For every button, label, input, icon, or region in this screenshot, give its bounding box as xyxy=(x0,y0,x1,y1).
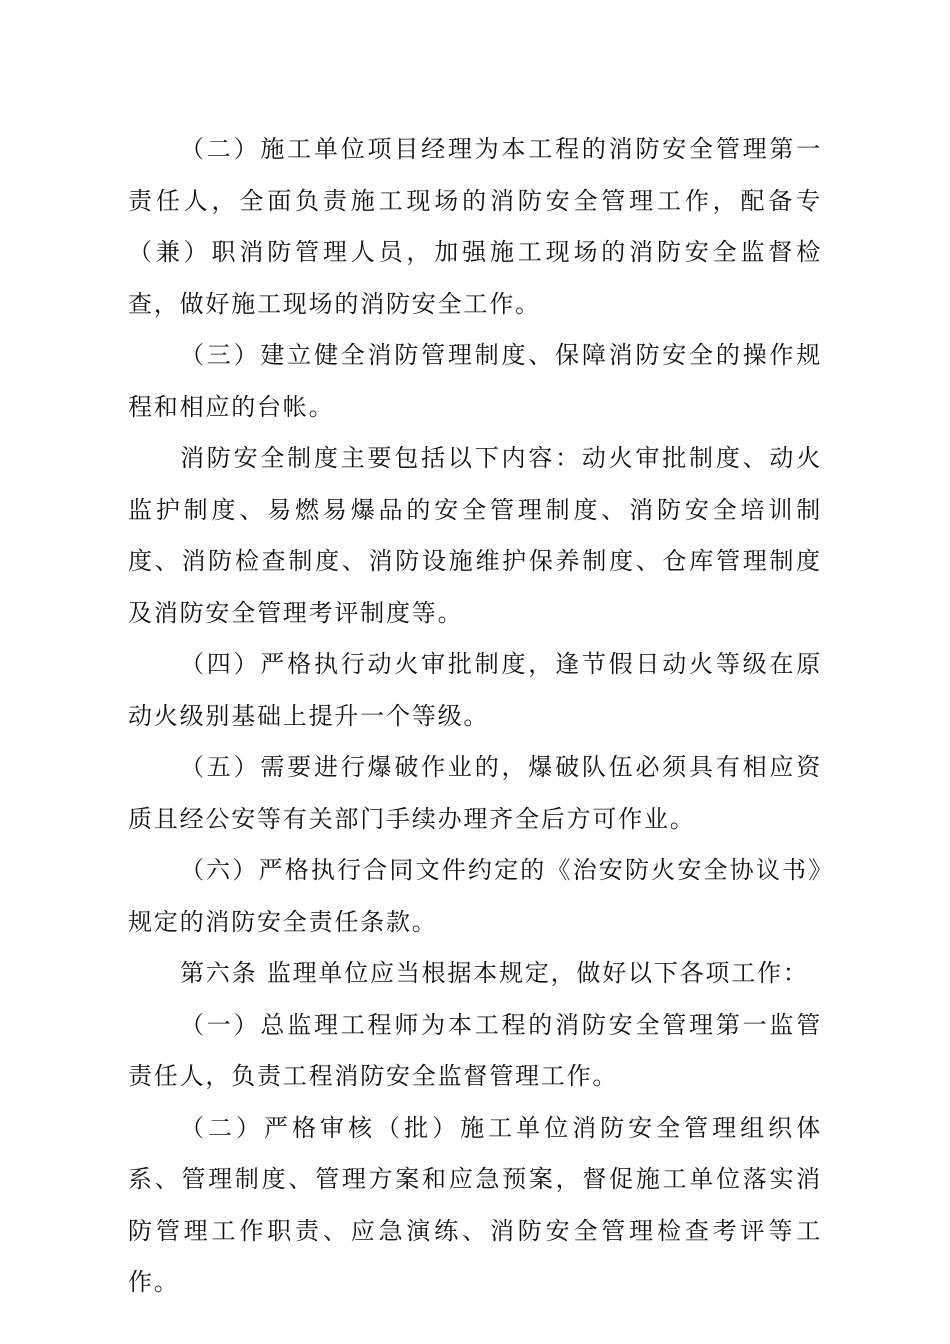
article-six-heading: 第六条 监理单位应当根据本规定，做好以下各项工作： xyxy=(180,959,809,987)
paragraph-hot-work-approval: （四）严格执行动火审批制度，逢节假日动火等级在原动火级别基础上提升一个等级。 xyxy=(128,650,822,730)
paragraph-chief-supervisor: （一）总监理工程师为本工程的消防安全管理第一监管责任人，负责工程消防安全监督管理工作。 xyxy=(128,1010,822,1090)
paragraph-management-system: （三）建立健全消防管理制度、保障消防安全的操作规程和相应的台帐。 xyxy=(128,341,822,421)
paragraph-contract-agreement: （六）严格执行合同文件约定的《治安防火安全协议书》规定的消防安全责任条款。 xyxy=(128,856,822,936)
paragraph-contractor-manager: （二）施工单位项目经理为本工程的消防安全管理第一责任人，全面负责施工现场的消防安全管理工作，配备专（兼）职消防管理人员，加强施工现场的消防安全监督检查，做好施工现场的消防安全工作。 xyxy=(128,135,822,318)
document-body xyxy=(128,124,822,1309)
paragraph-blasting-work: （五）需要进行爆破作业的，爆破队伍必须具有相应资质且经公安等有关部门手续办理齐全后方可作业。 xyxy=(128,753,822,833)
paragraph-review-approval: （二）严格审核（批）施工单位消防安全管理组织体系、管理制度、管理方案和应急预案，督促施工单位落实消防管理工作职责、应急演练、消防安全管理检查考评等工作。 xyxy=(128,1113,822,1296)
paragraph-safety-rules-content: 消防安全制度主要包括以下内容：动火审批制度、动火监护制度、易燃易爆品的安全管理制度、消防安全培训制度、消防检查制度、消防设施维护保养制度、仓库管理制度及消防安全管理考评制度等。 xyxy=(128,444,822,627)
